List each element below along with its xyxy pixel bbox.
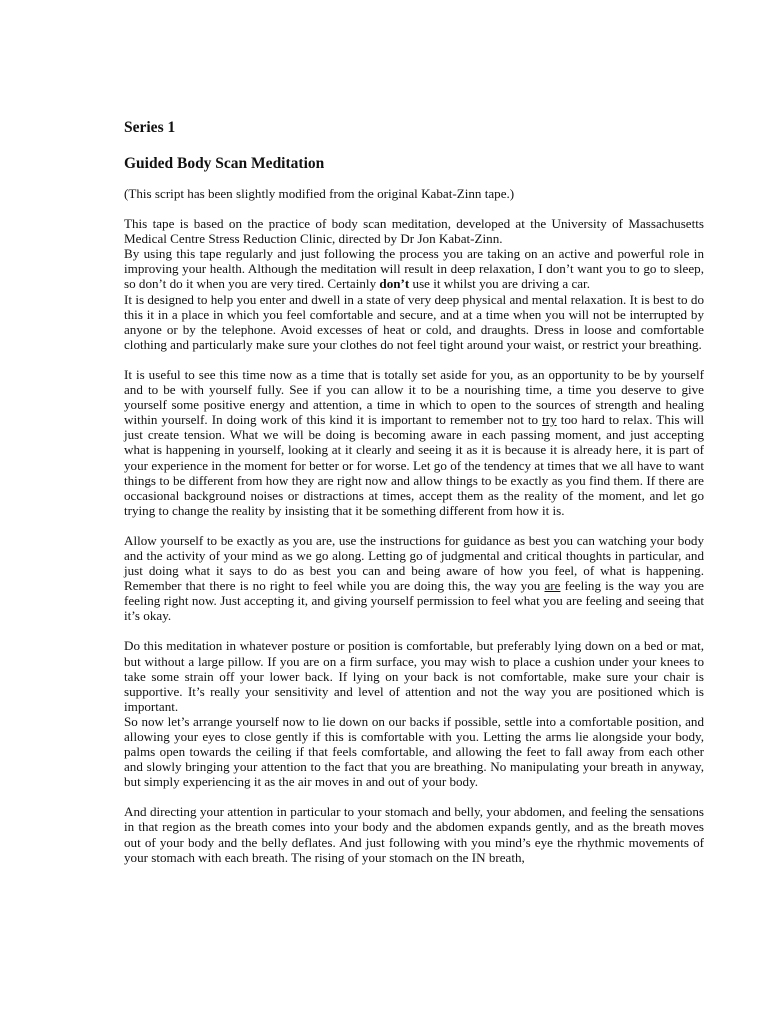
paragraph-usage (124, 246, 704, 291)
paragraph-posture: Do this meditation in whatever posture or position is comfortable, but preferably lying down on a bed or mat, but without a large pillow. If you are on a firm surface, you may wish to place a cushion under your knees to take some strain off your lower back. If lying on your back is not comfortable, make sure your chair is supportive. It’s really your sensitivity and level of attention and not the way you are positioned which is important. (124, 638, 704, 714)
paragraph-time-text-1: It is useful to see this time now as a time that is totally set aside for you, as an opportunity to be by yourself and to be with yourself fully. See if you can allow it to be a nourishing time, a time you deserve to give yourself some positive energy and attention, a time in which to open to the sources of strength and healing within yourself. In doing work of this kind it is important to remember not to (124, 366, 704, 428)
document-page (124, 118, 704, 865)
paragraph-allow (124, 533, 704, 624)
source-note: (This script has been slightly modified from the original Kabat-Zinn tape.) (124, 186, 515, 201)
paragraph-allow-text-1: Allow yourself to be exactly as you are, use the instructions for guidance as best you can watching your body and the activity of your mind as we go along. Letting go of judgmental and critical thoughts in particular, and just doing what it says to do as best you can and being aware of how you feel, of what is happening. Remember that there is no right to feel while you are doing this, the way you (124, 532, 704, 594)
paragraph-usage-text-1: By using this tape regularly and just following the process you are taking on an active and powerful role in improving your health. Although the meditation will result in deep relaxation, I don’t want you to go to sleep, so don’t do it when you are very tired. Certainly (124, 246, 704, 292)
paragraph-time-underline: try (542, 412, 557, 428)
paragraph-breath: And directing your attention in particular to your stomach and belly, your abdomen, and feeling the sensations in that region as the breath comes into your body and the abdomen expands gently, and as the breath moves out of your body and the belly deflates. And just following with you mind’s eye the rhythmic movements of your stomach with each breath. The rising of your stomach on the IN breath, (124, 804, 704, 865)
paragraph-usage-text-2: use it whilst you are driving a car. (409, 276, 590, 292)
paragraph-allow-text-2: feeling is the way you are feeling right now. Just accepting it, and giving yourself permission to feel what you are feeling and seeing that it’s okay. (124, 578, 704, 624)
document-title: Guided Body Scan Meditation (124, 155, 325, 172)
paragraph-allow-underline: are (544, 578, 561, 594)
series-heading: Series 1 (124, 119, 176, 136)
paragraph-setting: It is designed to help you enter and dwell in a state of very deep physical and mental relaxation. It is best to do this it in a place in which you feel comfortable and secure, and at a time when you will not be interrupted by anyone or by the telephone. Avoid excesses of heat or cold, and draughts. Dress in loose and comfortable clothing and particularly make sure your clothes do not feel tight around your waist, or restrict your breathing. (124, 291, 704, 352)
paragraph-usage-bold: don’t (379, 276, 410, 292)
paragraph-time-text-2: too hard to relax. This will just create tension. What we will be doing is becoming aware in each passing moment, and just accepting what is happening in yourself, looking at it clearly and seeing it as it is because it is already here, it is part of your experience in the moment for better or for worse. Let go of the tendency at times that we all have to want things to be different from how they are right now and allow things to be exactly as you find them. If there are occasional background noises or distractions at times, accept them as the reality of the moment, and let go trying to change the reality by insisting that it be something different from how it is. (124, 412, 704, 518)
paragraph-arrange: So now let’s arrange yourself now to lie down on our backs if possible, settle into a comfortable position, and allowing your eyes to close gently if this is comfortable with you. Letting the arms lie alongside your body, palms open towards the ceiling if that feels comfortable, and allowing the feet to fall away from each other and slowly bringing your attention to the fact that you are breathing. No manipulating your breath in anyway, but simply experiencing it as the air moves in and out of your body. (124, 713, 704, 790)
paragraph-intro: This tape is based on the practice of body scan meditation, developed at the University of Massachusetts Medical Centre Stress Reduction Clinic, directed by Dr Jon Kabat-Zinn. (124, 216, 704, 247)
paragraph-time (124, 367, 704, 518)
